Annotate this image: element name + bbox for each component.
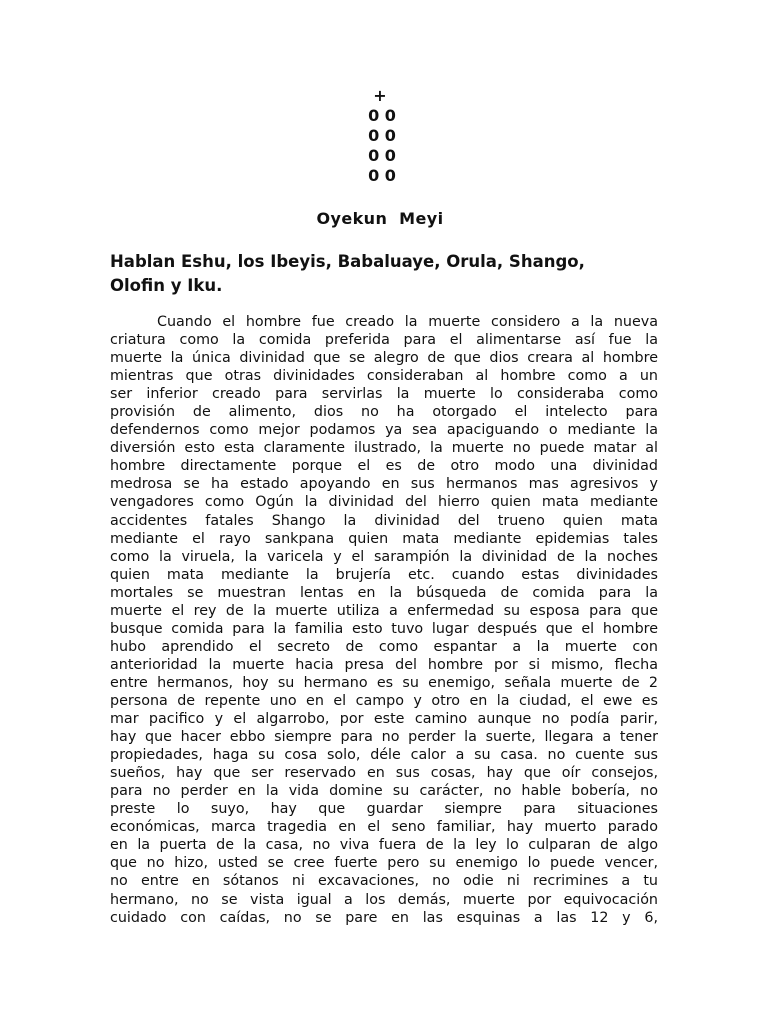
paragraph-line: mar pacifico y el algarrobo, por este camino aunque no podía parir, [110, 711, 658, 728]
paragraph-line: mediante el rayo sankpana quien mata mediante epidemias tales [110, 530, 658, 547]
paragraph-line: diversión esto esta claramente ilustrado, la muerte no puede matar al [110, 440, 658, 457]
speakers-line: Olofin y Iku. [110, 276, 223, 295]
paragraph-line: mortales se muestran lentas en la búsqueda de comida para la [110, 584, 658, 601]
paragraph-line: ser inferior creado para servirlas la muerte lo consideraba como [110, 386, 658, 403]
paragraph-line: criatura como la comida preferida para el alimentarse así fue la [110, 332, 658, 349]
sign-row: 0 0 [368, 126, 396, 145]
paragraph-line: no entre en sótanos ni excavaciones, no odie ni recrimines a tu [110, 873, 658, 890]
body-paragraph [110, 313, 658, 927]
paragraph-line: busque comida para la familia esto tuvo lugar después que el hombre [110, 620, 658, 637]
paragraph-line: provisión de alimento, dios no ha otorgado el intelecto para [110, 404, 658, 421]
document-title: Oyekun Meyi [316, 209, 444, 228]
paragraph-line: vengadores como Ogún la divinidad del hierro quien mata mediante [110, 494, 658, 511]
sign-row: 0 0 [368, 106, 396, 125]
paragraph-line: muerte la única divinidad que se alegro de que dios creara al hombre [110, 350, 658, 367]
paragraph-line: Cuando el hombre fue creado la muerte considero a la nueva [157, 314, 658, 330]
odu-sign [0, 86, 768, 186]
paragraph-line: propiedades, haga su cosa solo, déle calor a su casa. no cuente sus [110, 747, 658, 764]
paragraph-line: económicas, marca tragedia en el seno familiar, hay muerto parado [110, 819, 658, 836]
speakers-heading [110, 250, 650, 298]
paragraph-line: accidentes fatales Shango la divinidad del trueno quien mata [110, 512, 658, 529]
paragraph-line: cuidado con caídas, no se pare en las esquinas a las 12 y 6, [110, 909, 658, 926]
paragraph-line: anterioridad la muerte hacia presa del hombre por si mismo, flecha [110, 656, 658, 673]
sign-cross-mark: + [373, 86, 387, 105]
paragraph-line: entre hermanos, hoy su hermano es su enemigo, señala muerte de 2 [110, 674, 658, 691]
paragraph-line: persona de repente uno en el campo y otro en la ciudad, el ewe es [110, 692, 658, 709]
paragraph-line: sueños, hay que ser reservado en sus cosas, hay que oír consejos, [110, 765, 658, 782]
paragraph-line: para no perder en la vida domine su carácter, no hable bobería, no [110, 783, 658, 800]
speakers-line: Hablan Eshu, los Ibeyis, Babaluaye, Orula, Shango, [110, 252, 585, 271]
paragraph-line: hermano, no se vista igual a los demás, muerte por equivocación [110, 891, 658, 908]
paragraph-line: muerte el rey de la muerte utiliza a enfermedad su esposa para que [110, 602, 658, 619]
paragraph-line: como la viruela, la varicela y el sarampión la divinidad de la noches [110, 548, 658, 565]
paragraph-line: que no hizo, usted se cree fuerte pero su enemigo lo puede vencer, [110, 855, 658, 872]
paragraph-line: hay que hacer ebbo siempre para no perder la suerte, llegara a tener [110, 729, 658, 746]
paragraph-line: defendernos como mejor podamos ya sea apaciguando o mediante la [110, 422, 658, 439]
paragraph-line: mientras que otras divinidades consideraban al hombre como a un [110, 368, 658, 385]
paragraph-line: en la puerta de la casa, no viva fuera de la ley lo culparan de algo [110, 837, 658, 854]
sign-row: 0 0 [368, 166, 396, 185]
paragraph-line: hubo aprendido el secreto de como espantar a la muerte con [110, 638, 658, 655]
paragraph-line: quien mata mediante la brujería etc. cuando estas divinidades [110, 566, 658, 583]
paragraph-line: hombre directamente porque el es de otro modo una divinidad [110, 458, 658, 475]
paragraph-line: medrosa se ha estado apoyando en sus hermanos mas agresivos y [110, 476, 658, 493]
paragraph-line: preste lo suyo, hay que guardar siempre para situaciones [110, 801, 658, 818]
sign-row: 0 0 [368, 146, 396, 165]
